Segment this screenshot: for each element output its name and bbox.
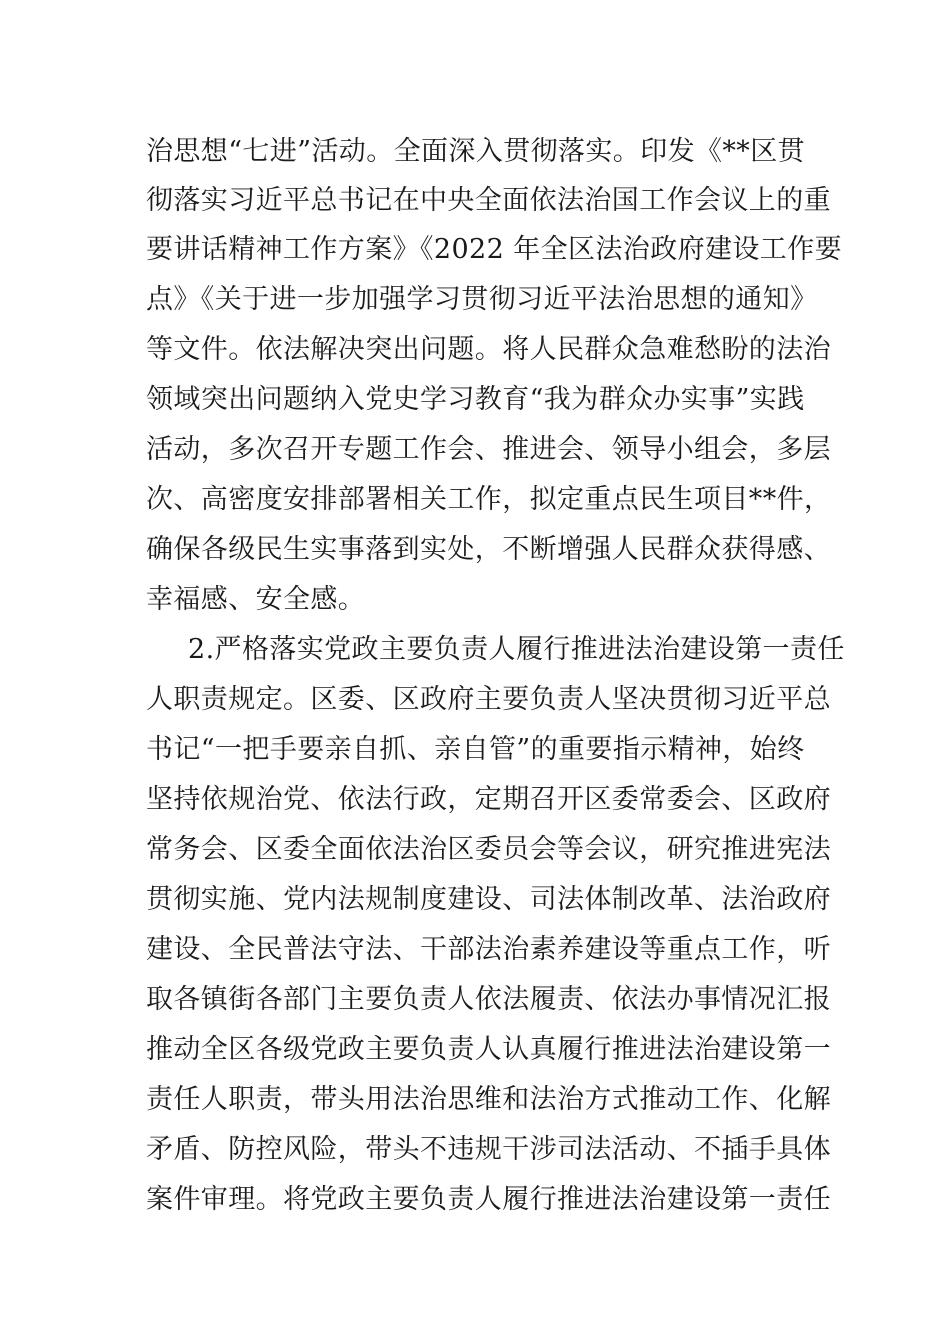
text-line: 推动全区各级党政主要负责人认真履行推进法治建设第一	[146, 1034, 831, 1065]
text-line: 点》《关于进一步加强学习贯彻习近平法治思想的通知》	[146, 284, 818, 315]
text-line: 要讲话精神工作方案》《2022 年全区法治政府建设工作要	[146, 234, 842, 265]
text-line: 幸福感、安全感。	[146, 584, 366, 615]
text-line: 案件审理。将党政主要负责人履行推进法治建设第一责任	[146, 1184, 831, 1215]
text-line: 责任人职责，带头用法治思维和法治方式推动工作、化解	[146, 1084, 831, 1115]
text-line: 治思想“七进”活动。全面深入贯彻落实。印发《**区贯	[146, 136, 806, 167]
text-line: 常务会、区委全面依法治区委员会等会议，研究推进宪法	[146, 834, 831, 865]
text-line: 彻落实习近平总书记在中央全面依法治国工作会议上的重	[146, 185, 831, 216]
text-line: 矛盾、防控风险，带头不违规干涉司法活动、不插手具体	[146, 1134, 831, 1165]
text-line: 次、高密度安排部署相关工作，拟定重点民生项目**件，	[146, 484, 832, 515]
text-line: 活动，多次召开专题工作会、推进会、领导小组会，多层	[146, 434, 831, 465]
text-line: 领域突出问题纳入党史学习教育“我为群众办实事”实践	[146, 384, 805, 415]
text-line: 确保各级民生实事落到实处，不断增强人民群众获得感、	[146, 534, 831, 565]
text-line: 等文件。依法解决突出问题。将人民群众急难愁盼的法治	[146, 334, 831, 365]
text-line: 书记“一把手要亲自抓、亲自管”的重要指示精神，始终	[146, 734, 805, 765]
text-line: 取各镇街各部门主要负责人依法履责、依法办事情况汇报	[146, 984, 831, 1015]
paragraph-heading: 2.严格落实党政主要负责人履行推进法治建设第一责任	[188, 634, 845, 665]
text-line: 建设、全民普法守法、干部法治素养建设等重点工作，听	[146, 934, 831, 965]
text-line: 坚持依规治党、依法行政，定期召开区委常委会、区政府	[146, 784, 831, 815]
text-line: 贯彻实施、党内法规制度建设、司法体制改革、法治政府	[146, 884, 831, 915]
text-line: 人职责规定。区委、区政府主要负责人坚决贯彻习近平总	[146, 684, 831, 715]
